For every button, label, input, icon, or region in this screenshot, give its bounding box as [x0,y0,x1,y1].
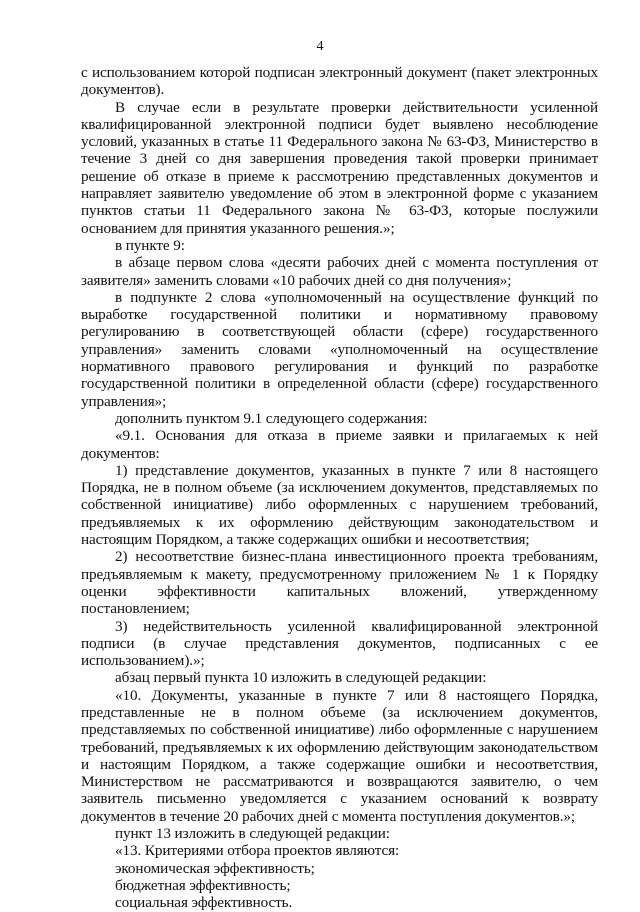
paragraph-item-13-title: «13. Критериями отбора проектов являются: [115,842,400,860]
paragraph-item-9-1-subitem-2: 2) несоответствие бизнес-плана инвестиционного проекта требованиям, предъявляемым к макету, предусмотренному приложением № 1 к Порядку оценки эффективности капитальных вложений, утвержденному постановлением; [81,548,598,618]
paragraph-item-9-first-abzats: в абзаце первом слова «десяти рабочих дней с момента поступления от заявителя» заменить словами «10 рабочих дней со дня получения»; [81,254,598,289]
list-item-budget-efficiency: бюджетная эффективность; [115,876,291,894]
paragraph-item-9-1-subitem-1: 1) представление документов, указанных в пункте 7 или 8 настоящего Порядка, не в полном объеме (за исключением документов, представляемых по собственной инициативе) либо оформленных с нарушением требований, предъявляемых к их оформлению действующим законодательством и настоящим Порядком, а также содержащих ошибки и несоответствия; [81,461,598,549]
page-number: 4 [316,39,324,54]
list-item-economic-efficiency: экономическая эффективность; [115,859,315,877]
paragraph-add-item-9-1: дополнить пунктом 9.1 следующего содержания: [115,409,428,427]
paragraph-signature-check: В случае если в результате проверки действительности усиленной квалифицированной электронной подписи будет выявлено несоблюдение условий, указанных в статье 11 Федерального закона № 63-ФЗ, Министерство в течение 3 дней со дня завершения проведения такой проверки принимает решение об отказе в приеме к рассмотрению представленных документов и направляет заявителю уведомление об этом в электронной форме с указанием пунктов статьи 11 Федерального закона № 63-ФЗ, которые послужили основанием для принятия указанного решения.»; [81,98,598,237]
paragraph-item-9-intro: в пункте 9: [115,236,185,254]
paragraph-item-9-1-subitem-3: 3) недействительность усиленной квалифицированной электронной подписи (в случае представления документов, подписанных с ее использованием).»; [81,617,598,670]
paragraph-item-9-1-title: «9.1. Основания для отказа в приеме заявки и прилагаемых к ней документов: [81,427,598,462]
paragraph-continuation: с использованием которой подписан электронный документ (пакет электронных документов). [81,64,598,99]
list-item-social-efficiency: социальная эффективность. [115,894,293,912]
paragraph-item-10-text: «10. Документы, указанные в пункте 7 или 8 настоящего Порядка, представленные не в полном объеме (за исключением документов, представляемых по собственной инициативе) либо оформленные с нарушением требований, предъявляемых к их оформлению действующим законодательством и настоящим Порядком, а также содержащие ошибки и несоответствия, Министерством не рассматриваются и возвращаются заявителю, о чем заявитель письменно уведомляется с указанием оснований к возврату документов в течение 20 рабочих дней с момента поступления документов.»; [81,686,598,825]
document-body [81,64,598,912]
paragraph-item-10-intro: абзац первый пункта 10 изложить в следующей редакции: [115,669,487,687]
paragraph-item-9-subitem-2: в подпункте 2 слова «уполномоченный на осуществление функций по выработке государственной политики и нормативному правовому регулированию в соответствующей области (сфере) государственного управления» заменить словами «уполномоченный на осуществление нормативного правового регулирования и функций по разработке государственной политики в определенной области (сфере) государственного управления»; [81,288,598,410]
paragraph-item-13-intro: пункт 13 изложить в следующей редакции: [115,825,390,843]
